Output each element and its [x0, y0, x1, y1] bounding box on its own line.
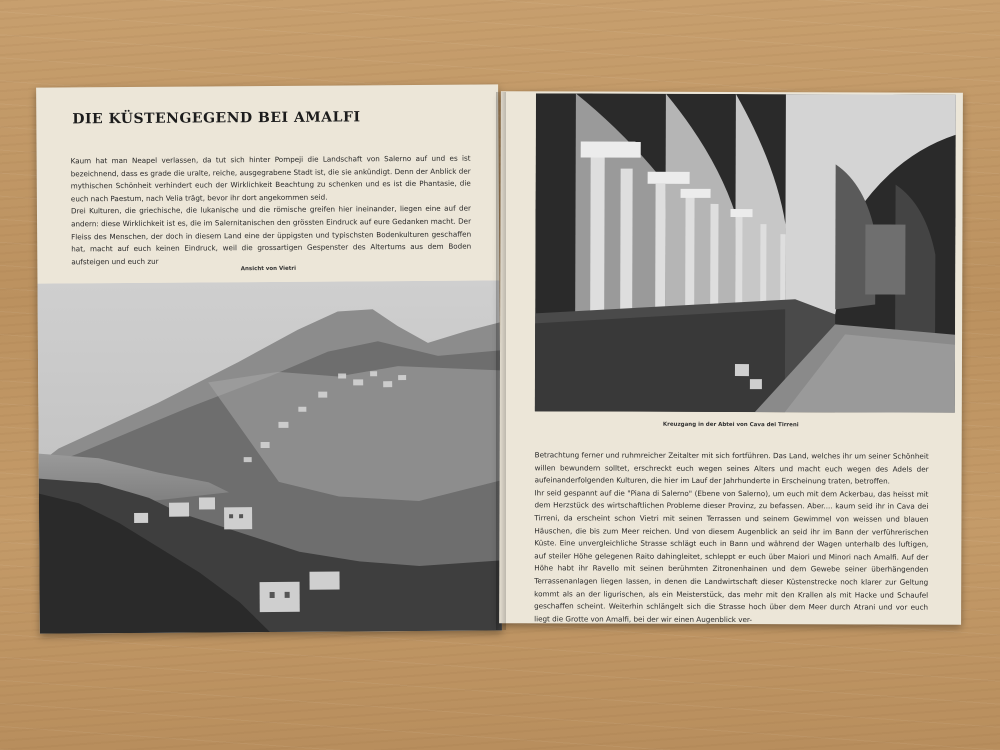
right-paragraph: Betrachtung ferner und ruhmreicher Zeitalter mit sich fortführen. Das Land, welches ihr um seiner Schönheit willen bewundern solltet, erschreckt euch wegen seines Alters und macht euch wegen des Adels der aufeinanderfolgenden Kulturen, die hier im Lauf der Jahrhunderte in Erscheinung traten, betroffen.	[534, 450, 929, 486]
cloister-photo	[535, 93, 956, 412]
right-body-text	[534, 449, 929, 627]
left-paragraph: Kaum hat man Neapel verlassen, da tut sich hinter Pompeji die Landschaft von Salerno auf und es ist bezeichnend, dass es grade die uralte, reiche, ausgegrabene Stadt ist, die sie ankündigt. Denn der Anblick der mythischen Schönheit verhindert euch der Wirklichkeit Beachtung zu schenken und es ist die Phantasie, die euch nach Paestum, nach Velia trägt, bevor ihr dort angekommen seid.	[70, 153, 471, 204]
right-page	[499, 91, 963, 625]
left-body-text	[71, 153, 472, 269]
cloister-caption: Kreuzgang in der Abtei von Cava dei Tirreni	[662, 421, 799, 429]
left-paragraph: Drei Kulturen, die griechische, die lukanische und die römische greifen hier ineinander, liegen eine auf der andern: diese Wirklichkeit ist es, die im Salernitanischen den grössten Eindruck auf eure Gedanken macht. Der Fleiss des Menschen, der doch in diesem Land eine der üppigsten und typischsten Bodenkulturen geschaffen hat, macht auf euch keinen Eindruck, weil die grossartigen Gespenster des Altertums aus dem Boden aufsteigen und euch zur	[70, 203, 472, 267]
book-gutter	[496, 92, 506, 630]
vietri-caption: Ansicht von Vietri	[240, 265, 297, 273]
right-paragraph: Ihr seid gespannt auf die "Piana di Salerno" (Ebene von Salerno), um euch mit dem Ackerbau, das heisst mit dem Herzstück des wirtschaftlichen Probleme dieser Provinz, zu befassen. Aber.... kaum seid ihr in Cava dei Tirreni, da erscheint schon Vietri mit seinen Terrassen und seinem Gewimmel von weissen und blauen Häuschen, die bis zum Meer reichen. Und von diesem Augenblick an seid ihr im Bann der verführerischen Küste. Eine unvergleichliche Strasse schlägt euch in Bann und während der Wagen unterhalb des luftigen, auf steiler Höhe gelegenen Raito dahingleitet, schleppt er euch über Maiori und Minori nach Amalfi. Auf der Höhe habt ihr Ravello mit seinen berühmten Zitronenhainen und dem Gewebe seiner überhängenden Terrassenanlagen liegen lassen, in denen die Landwirtschaft dieser Küstenstrecke noch klarer zur Geltung kommt als an der ligurischen, als ein Meisterstück, das mehr mit den Krallen als mit Hacke und Schaufel geschaffen scheint. Weiterhin schlängelt sich die Strasse hoch über dem Meer durch Atrani und vor euch liegt die Grotte von Amalfi, bei der wir einen Augenblick ver-	[534, 488, 929, 624]
left-page	[36, 84, 502, 633]
vietri-photo	[37, 280, 501, 633]
page-title: DIE KÜSTENGEGEND BEI AMALFI	[72, 109, 361, 128]
